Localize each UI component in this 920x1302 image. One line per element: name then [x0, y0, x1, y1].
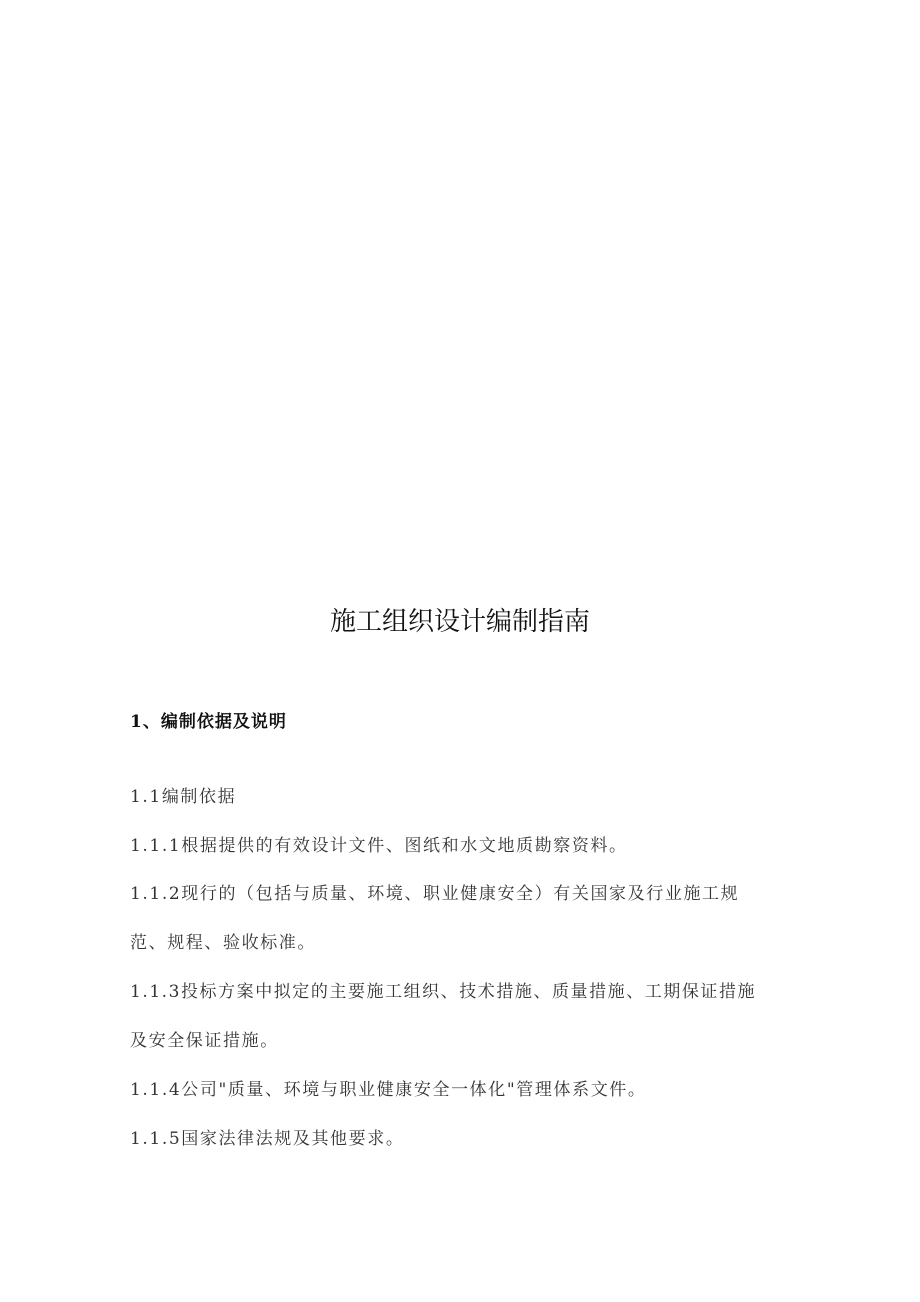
- subsection-heading: 1.1编制依据: [130, 787, 237, 807]
- paragraph-line: 1.1.5国家法律法规及其他要求。: [130, 1129, 405, 1149]
- paragraph-line: 1.1.1根据提供的有效设计文件、图纸和水文地质勘察资料。: [130, 836, 628, 856]
- paragraph-line: 1.1.4公司"质量、环境与职业健康安全一体化"管理体系文件。: [130, 1080, 647, 1100]
- section-heading: 1、编制依据及说明: [130, 712, 287, 732]
- paragraph-line: 1.1.2现行的（包括与质量、环境、职业健康安全）有关国家及行业施工规: [130, 884, 740, 904]
- paragraph-line: 范、规程、验收标准。: [130, 933, 316, 953]
- document-title: 施工组织设计编制指南: [329, 607, 590, 637]
- paragraph-line: 及安全保证措施。: [130, 1031, 279, 1051]
- paragraph-line: 1.1.3投标方案中拟定的主要施工组织、技术措施、质量措施、工期保证措施: [130, 982, 757, 1002]
